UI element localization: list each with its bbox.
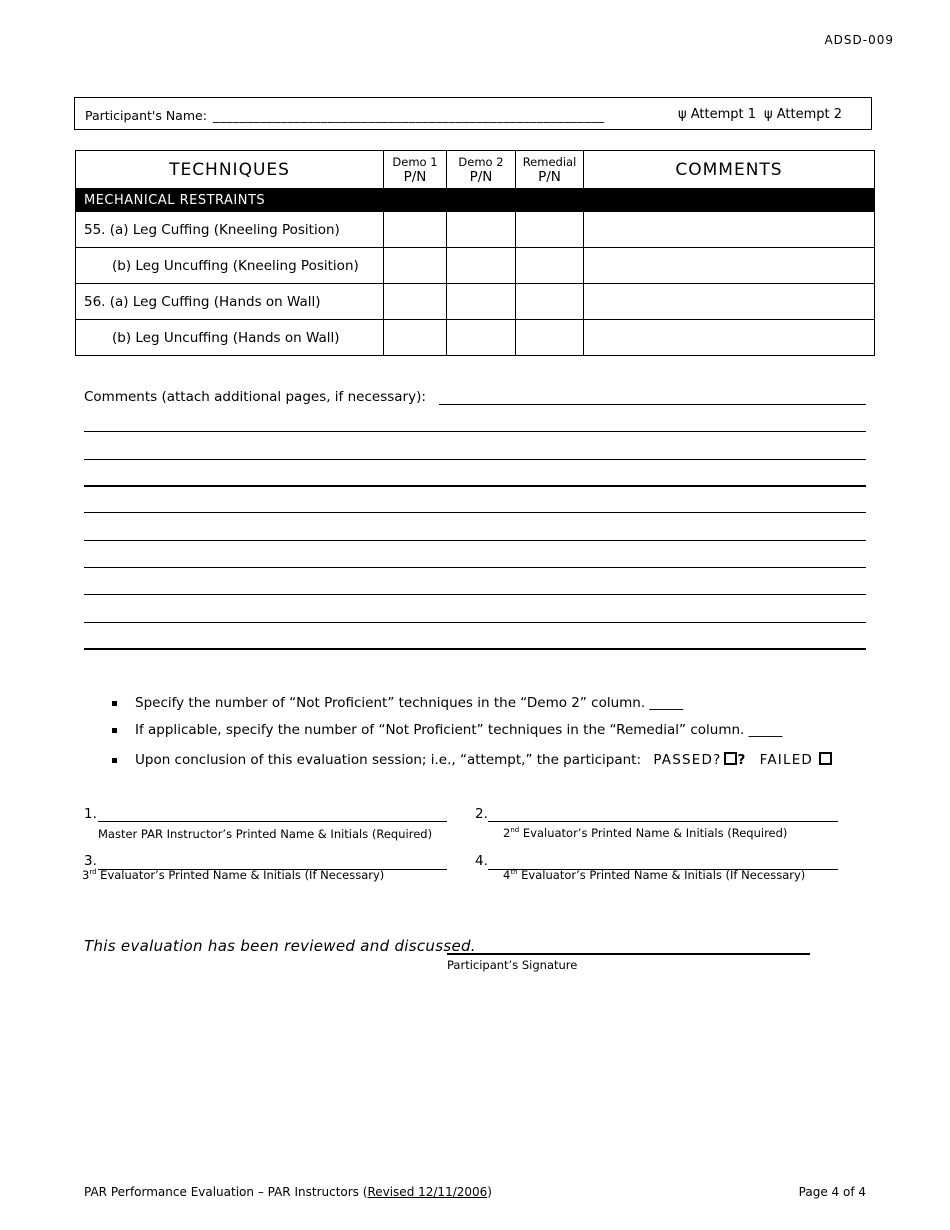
participant-name-label: Participant's Name: [85,108,207,123]
comments-cell[interactable] [584,248,875,284]
attempt-2-label: Attempt 2 [776,107,842,122]
sig-1-number: 1. [84,806,97,822]
failed-label: FAILED [759,752,814,768]
sig-2-line[interactable] [488,821,838,822]
sig-4-caption: 4th Evaluator’s Printed Name & Initials (If Necessary) [503,868,806,882]
technique-label: 55. (a) Leg Cuffing (Kneeling Position) [76,212,384,248]
page-number: Page 4 of 4 [798,1185,866,1199]
demo1-cell[interactable] [384,320,447,356]
revised-date: Revised 12/11/2006 [367,1185,488,1199]
passed-question-mark: ? [737,752,746,768]
bullet-icon [112,701,117,706]
demo1-cell[interactable] [384,248,447,284]
comments-header: COMMENTS [584,151,875,189]
comments-cell[interactable] [584,212,875,248]
footer-title: PAR Performance Evaluation – PAR Instructors (Revised 12/11/2006) [84,1185,492,1199]
participant-name-line: __________________________________________________________ [213,108,605,123]
demo1-header: Demo 1 P/N [384,151,447,189]
reviewed-statement: This evaluation has been reviewed and discussed. [84,937,476,955]
demo1-cell[interactable] [384,212,447,248]
demo2-cell[interactable] [447,320,516,356]
techniques-table [75,150,875,356]
remedial-header: Remedial P/N [516,151,584,189]
remedial-cell[interactable] [516,284,584,320]
section-row [76,189,875,212]
list-item: Upon conclusion of this evaluation session; i.e., “attempt,” the participant: PASSED? ? FAILED [112,752,832,768]
attempt-2-option[interactable] [764,107,842,122]
passed-label: PASSED? [653,752,722,768]
sig-1-caption: Master PAR Instructor’s Printed Name & Initials (Required) [98,827,433,841]
comment-line[interactable] [84,459,866,460]
sig-3-caption: 3rd Evaluator’s Printed Name & Initials (If Necessary) [82,868,385,882]
attempt-1-option[interactable] [678,107,756,122]
list-item: Specify the number of “Not Proficient” techniques in the “Demo 2” column. _____ [112,695,683,711]
sig-2-caption: 2nd Evaluator’s Printed Name & Initials (Required) [503,826,788,840]
comment-line[interactable] [84,540,866,541]
attempt-2-checkbox-icon: ψ [764,107,773,122]
table-row [76,284,875,320]
participant-signature-caption: Participant’s Signature [447,958,578,972]
techniques-header: TECHNIQUES [76,151,384,189]
document-id: ADSD-009 [824,33,894,47]
bullet-icon [112,728,117,733]
comment-line[interactable] [84,594,866,595]
section-mechanical-restraints: MECHANICAL RESTRAINTS [76,189,875,212]
comment-line[interactable] [84,431,866,432]
failed-checkbox-icon[interactable] [819,752,832,765]
comment-line[interactable] [84,648,866,650]
comments-label: Comments (attach additional pages, if necessary): [84,389,426,405]
attempt-1-checkbox-icon: ψ [678,107,687,122]
comment-line[interactable] [84,512,866,513]
sig-1-line[interactable] [98,821,447,822]
technique-label: (b) Leg Uncuffing (Kneeling Position) [76,248,384,284]
demo2-cell[interactable] [447,212,516,248]
technique-label: (b) Leg Uncuffing (Hands on Wall) [76,320,384,356]
demo1-cell[interactable] [384,284,447,320]
sig-2-number: 2. [475,806,488,822]
comments-cell[interactable] [584,320,875,356]
remedial-cell[interactable] [516,248,584,284]
table-header-row [76,151,875,189]
comment-line[interactable] [84,567,866,568]
passed-checkbox-icon[interactable] [724,752,737,765]
list-item: If applicable, specify the number of “Not Proficient” techniques in the “Remedial” column. _____ [112,722,782,738]
remedial-cell[interactable] [516,320,584,356]
attempt-1-label: Attempt 1 [690,107,756,122]
participant-name-box [74,97,872,130]
sig-4-number: 4. [475,853,488,869]
demo2-cell[interactable] [447,248,516,284]
table-row [76,248,875,284]
bullet-icon [112,758,117,763]
sig-3-number: 3. [84,853,97,869]
table-row [76,212,875,248]
demo2-cell[interactable] [447,284,516,320]
comment-line[interactable] [84,622,866,623]
demo2-header: Demo 2 P/N [447,151,516,189]
participant-signature-line[interactable] [447,953,810,955]
comment-line[interactable] [84,485,866,487]
comments-cell[interactable] [584,284,875,320]
technique-label: 56. (a) Leg Cuffing (Hands on Wall) [76,284,384,320]
table-row [76,320,875,356]
comment-line[interactable] [439,404,866,405]
remedial-cell[interactable] [516,212,584,248]
